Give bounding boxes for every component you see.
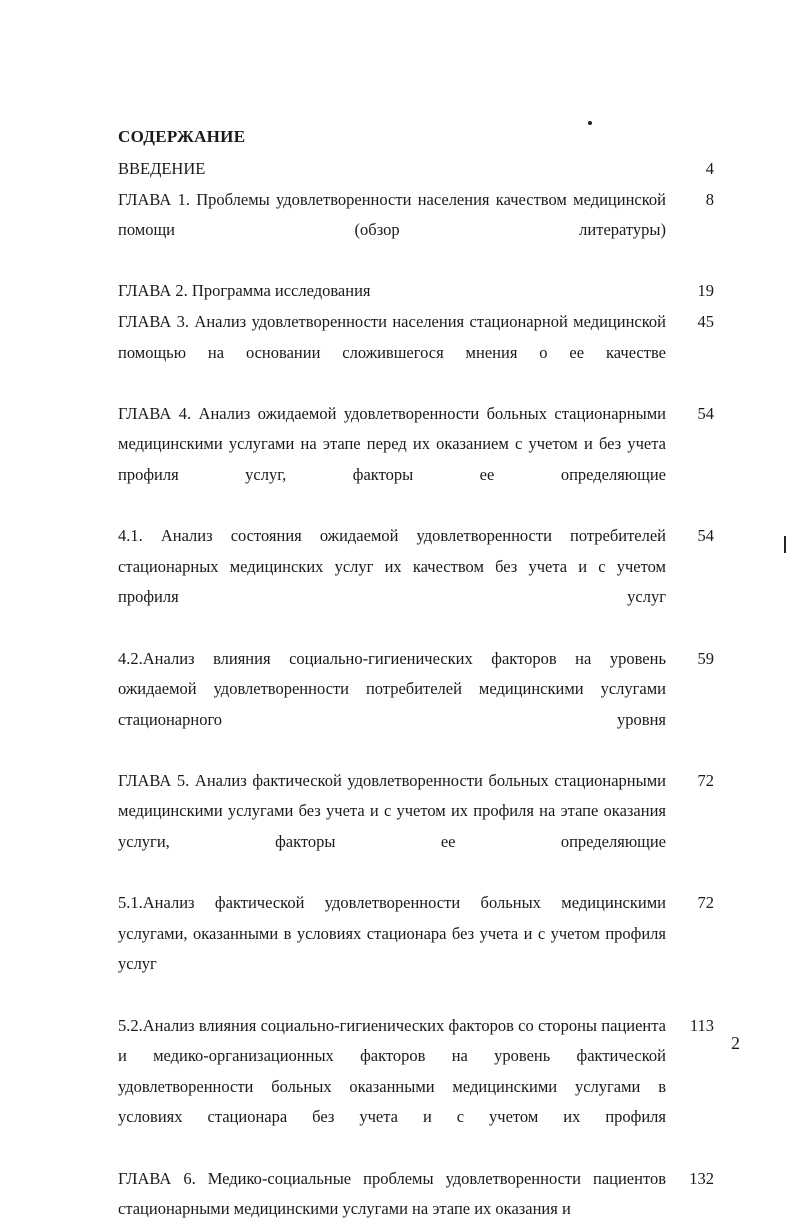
toc-entry-page: 113 [689, 1015, 714, 1035]
page-number: 2 [731, 1033, 740, 1053]
toc-entry-chapter-1[interactable] [118, 185, 728, 277]
toc-entry-page: 8 [705, 189, 714, 209]
toc-entry-title: ВВЕДЕНИЕ [118, 159, 206, 178]
toc-entry-section-4-1[interactable] [118, 521, 728, 643]
toc-entry-page: 72 [697, 893, 714, 913]
toc-entry-chapter-2[interactable] [118, 276, 728, 307]
toc-entry-title: ГЛАВА 5. Анализ фактической удовлетворенности больных стационарными медицинскими услугами без учета и с учетом их профиля на этапе оказания услуги, факторы ее определяющие [118, 770, 666, 852]
toc-entry-page: 45 [697, 311, 714, 331]
table-of-contents [118, 154, 728, 1225]
toc-entry-title: ГЛАВА 3. Анализ удовлетворенности населения стационарной медицинской помощью на основании сложившегося мнения о ее качестве [118, 311, 666, 362]
toc-entry-title: 4.2.Анализ влияния социально-гигиенических факторов на уровень ожидаемой удовлетворенности потребителей медицинскими услугами стационарного уровня [118, 648, 666, 729]
toc-entry-title: 5.1.Анализ фактической удовлетворенности больных медицинскими услугами, оказанными в условиях стационара без учета и с учетом профиля услуг [118, 893, 666, 974]
toc-entry-chapter-3[interactable] [118, 307, 728, 399]
toc-entry-section-5-2[interactable] [118, 1011, 728, 1164]
toc-entry-title: 5.2.Анализ влияния социально-гигиенических факторов со стороны пациента и медико-организационных факторов на уровень фактической удовлетворенности больных оказанными медицинскими услугами в условиях стационара без учета и с учетом их профиля [118, 1015, 666, 1127]
toc-entry-title: ГЛАВА 2. Программа исследования [118, 281, 371, 301]
toc-entry-page: 4 [705, 159, 714, 178]
toc-heading: СОДЕРЖАНИЕ [118, 127, 246, 146]
scan-speck [784, 536, 786, 553]
toc-entry-section-5-1[interactable] [118, 888, 728, 1010]
scan-speck [588, 121, 592, 125]
toc-entry-page: 19 [697, 281, 714, 301]
toc-entry-chapter-4[interactable] [118, 399, 728, 521]
toc-entry-page: 59 [697, 648, 714, 668]
toc-entry-title: 4.1. Анализ состояния ожидаемой удовлетворенности потребителей стационарных медицинских услуг их качеством без учета и с учетом профиля услуг [118, 526, 666, 607]
toc-entry-title: ГЛАВА 4. Анализ ожидаемой удовлетворенности больных стационарными медицинскими услугами на этапе перед их оказанием с учетом и без учета профиля услуг, факторы ее определяющие [118, 403, 666, 484]
toc-entry-page: 54 [697, 526, 714, 546]
toc-entry-title: ГЛАВА 6. Медико-социальные проблемы удовлетворенности пациентов стационарными медицинскими услугами на этапе их оказания и [118, 1168, 666, 1219]
toc-entry-introduction[interactable] [118, 154, 728, 185]
toc-entry-page: 72 [697, 770, 714, 790]
toc-entry-chapter-6[interactable] [118, 1164, 728, 1225]
toc-entry-page: 54 [697, 403, 714, 423]
toc-entry-title: ГЛАВА 1. Проблемы удовлетворенности населения качеством медицинской помощи (обзор литературы) [118, 189, 666, 240]
toc-entry-page: 132 [689, 1168, 714, 1188]
toc-entry-chapter-5[interactable] [118, 766, 728, 888]
toc-entry-section-4-2[interactable] [118, 644, 728, 766]
